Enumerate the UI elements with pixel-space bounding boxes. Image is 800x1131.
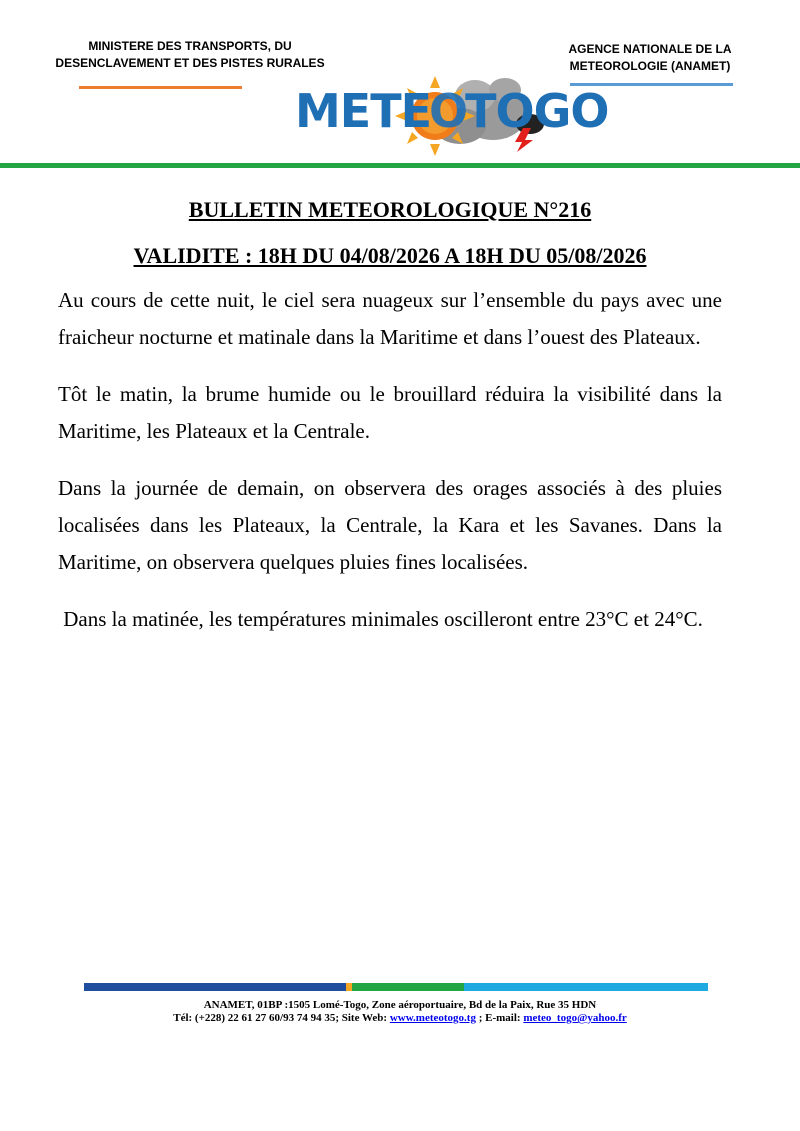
green-header-rule: [0, 163, 800, 168]
logo-text-togo: TOGO: [465, 84, 609, 138]
footer-color-bar: [84, 983, 708, 991]
ministry-line-1: MINISTERE DES TRANSPORTS, DU: [88, 39, 292, 53]
agency-line-2: METEOROLOGIE (ANAMET): [569, 59, 731, 73]
ministry-line-2: DESENCLAVEMENT ET DES PISTES RURALES: [55, 56, 325, 70]
bulletin-validity: VALIDITE : 18H DU 04/08/2026 A 18H DU 05/08/2026: [133, 243, 647, 268]
forecast-paragraph-day: Dans la journée de demain, on observera des orages associés à des pluies localisées dans les Plateaux, la Centrale, la Kara et les Savanes. Dans la Maritime, on observera quelques pluies fines localisées.: [58, 476, 722, 574]
footer-email-label: ; E-mail:: [475, 1012, 524, 1024]
website-link[interactable]: www.meteotogo.tg: [389, 1012, 476, 1024]
footer-address: ANAMET, 01BP :1505 Lomé-Togo, Zone aéroportuaire, Bd de la Paix, Rue 35 HDN: [203, 999, 597, 1011]
footer-contact: [60, 1012, 740, 1024]
forecast-paragraph-temperatures: Dans la matinée, les températures minimales oscilleront entre 23°C et 24°C.: [58, 607, 703, 631]
email-link[interactable]: meteo_togo@yahoo.fr: [523, 1012, 627, 1024]
logo-text-mete: METE: [295, 84, 431, 138]
orange-divider: [79, 86, 242, 89]
logo-wordmark: [295, 84, 608, 138]
forecast-paragraph-morning: Tôt le matin, la brume humide ou le brouillard réduira la visibilité dans la Maritime, les Plateaux et la Centrale.: [58, 382, 722, 443]
agency-line-1: AGENCE NATIONALE DE LA: [568, 42, 732, 56]
bulletin-title: BULLETIN METEOROLOGIQUE N°216: [188, 197, 592, 222]
footer-phone: Tél: (+228) 22 61 27 60/93 74 94 35; Site Web:: [173, 1012, 390, 1024]
meteo-togo-logo: [285, 66, 609, 156]
forecast-body: [58, 282, 722, 658]
logo-text-o: O: [429, 84, 468, 138]
forecast-paragraph-night: Au cours de cette nuit, le ciel sera nuageux sur l’ensemble du pays avec une fraicheur nocturne et matinale dans la Maritime et dans l’ouest des Plateaux.: [58, 288, 722, 349]
